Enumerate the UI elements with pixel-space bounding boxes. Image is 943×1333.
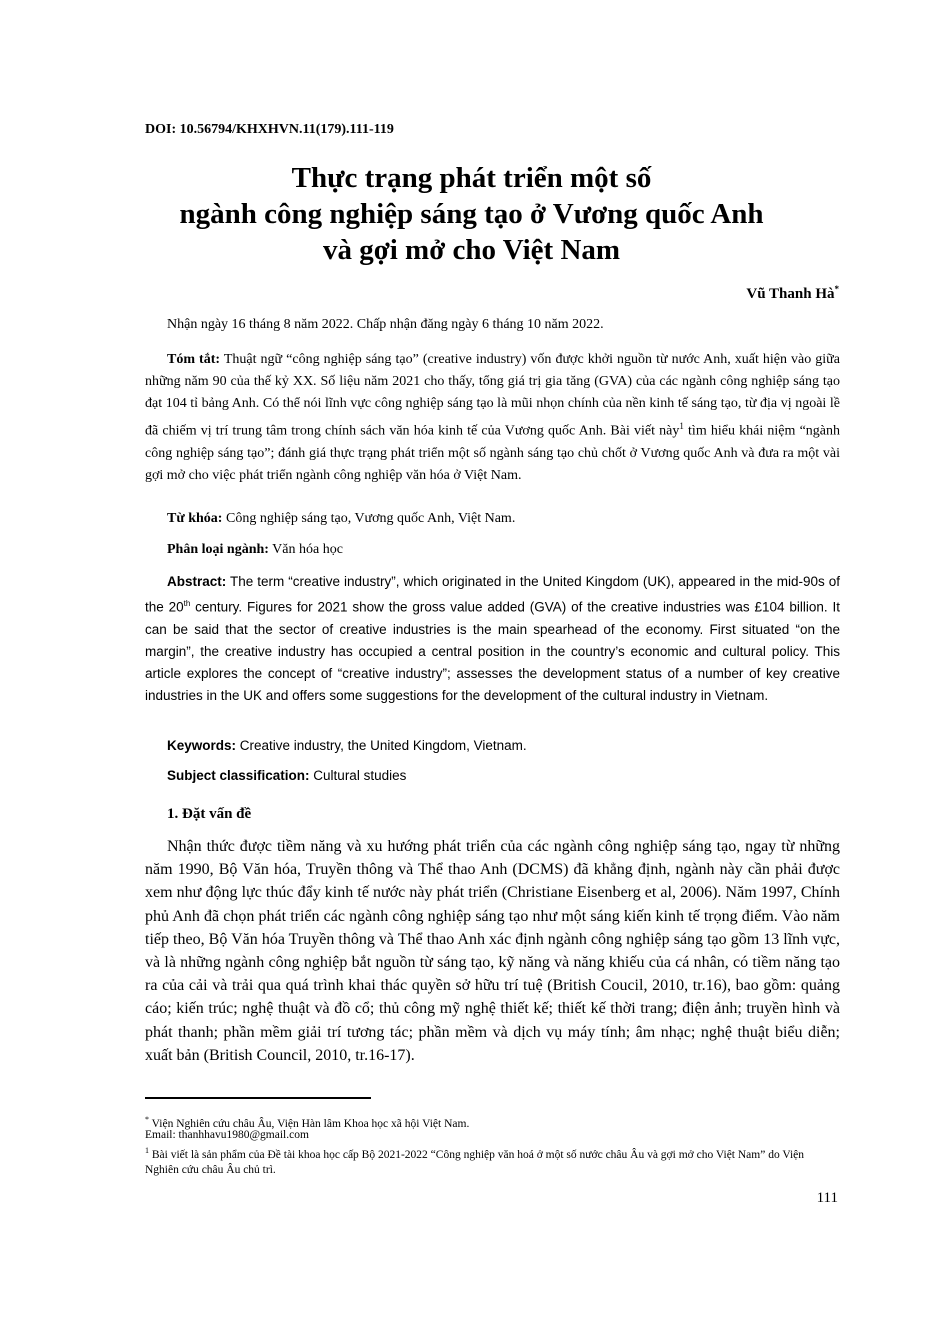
abstract-en [145, 571, 840, 707]
title-line-3: và gợi mở cho Việt Nam [322, 234, 621, 266]
footnote-1-mark: * [145, 1115, 149, 1124]
footnote-2-mark: 1 [145, 1146, 149, 1155]
page-number: 111 [816, 1190, 838, 1206]
classification-en-label: Subject classification: [167, 768, 310, 783]
footnote-1-text: Viện Nghiên cứu châu Âu, Viện Hàn lâm Khoa học xã hội Việt Nam. [149, 1117, 470, 1130]
abstract-en-sup: th [183, 599, 191, 608]
author-footnote-mark: * [834, 284, 839, 294]
abstract-vi-label: Tóm tắt: [167, 352, 221, 367]
classification-vi-text: Văn hóa học [268, 542, 343, 557]
title-line-1: Thực trạng phát triển một số [291, 162, 652, 194]
keywords-en-text: Creative industry, the United Kingdom, Vietnam. [236, 738, 527, 753]
classification-en-text: Cultural studies [309, 768, 407, 783]
abstract-vi-note: 1 [679, 421, 684, 431]
received-dates: Nhận ngày 16 tháng 8 năm 2022. Chấp nhận đăng ngày 6 tháng 10 năm 2022. [167, 317, 604, 332]
footnote-2 [145, 1143, 840, 1178]
abstract-en-text-a: The term “creative industry”, which originated in the United Kingdom (UK), appeared in the mid-90s of the 20 [145, 574, 840, 615]
abstract-vi-text-b: tìm hiểu khái niệm “ngành công nghiệp sáng tạo”; đánh giá thực trạng phát triển một số ngành sáng tạo chủ chốt ở Vương quốc Anh và đưa ra một vài gợi mở cho việc phát triển ngành công nghiệp văn hóa ở Việt Nam. [145, 423, 840, 483]
footnote-email: Email: thanhhavu1980@gmail.com [145, 1129, 309, 1141]
keywords-en-label: Keywords: [167, 738, 237, 753]
abstract-vi-text-a: Thuật ngữ “công nghiệp sáng tạo” (creative industry) vốn được khởi nguồn từ nước Anh, xuất hiện vào giữa những năm 90 của thế kỷ XX. Số liệu năm 2021 cho thấy, tổng giá trị gia tăng (GVA) của các ngành công nghiệp sáng tạo đạt 104 tỉ bảng Anh. Có thể nói lĩnh vực công nghiệp sáng tạo là mũi nhọn chính của nền kinh tế sáng tạo, từ địa vị ngoài lề đã chiếm vị trí trung tâm trong chính sách văn hóa kinh tế của Vương quốc Anh. Bài viết này [145, 352, 840, 439]
keywords-vi [167, 511, 515, 527]
classification-vi-label: Phân loại ngành: [167, 542, 269, 557]
classification-en [167, 768, 406, 783]
author [746, 284, 839, 303]
footnote-divider [145, 1097, 371, 1099]
keywords-vi-label: Từ khóa: [167, 511, 223, 526]
section-heading: 1. Đặt vấn đề [167, 806, 252, 822]
title-line-2: ngành công nghiệp sáng tạo ở Vương quốc Anh [179, 198, 764, 230]
abstract-en-text-b: century. Figures for 2021 show the gross value added (GVA) of the creative industries was £104 billion. It can be said that the sector of creative industries is the main spearhead of the economy. First situated “on the margin”, the creative industry has occupied a central position in the country’s economic and cultural policy. This article explores the concept of “creative industry”; assesses the development status of a number of key creative industries in the UK and offers some suggestions for the development of the cultural industry in Vietnam. [145, 599, 840, 703]
article-title [100, 160, 843, 268]
keywords-en [167, 738, 527, 753]
keywords-vi-text: Công nghiệp sáng tạo, Vương quốc Anh, Việt Nam. [222, 511, 516, 526]
body-paragraph: Nhận thức được tiềm năng và xu hướng phát triển của các ngành công nghiệp sáng tạo, ngay từ những năm 1990, Bộ Văn hóa, Truyền thông và Thể thao Anh (DCMS) đã khẳng định, ngành này cần phải được xem như động lực thúc đẩy kinh tế nước này phát triển (Christiane Eisenberg et al, 2006). Năm 1997, Chính phủ Anh đã chọn phát triển các ngành công nghiệp sáng tạo như một sáng kiến kinh tế trọng điểm. Vào năm tiếp theo, Bộ Văn hóa Truyền thông và Thể thao Anh xác định ngành công nghiệp sáng tạo gồm 13 lĩnh vực, và là những ngành công nghiệp bắt nguồn từ sáng tạo, kỹ năng và năng khiếu của cá nhân, có tiềm năng tạo ra của cải và trải qua quá trình khai thác quyền sở hữu trí tuệ (British Coucil, 2010, tr.16), bao gồm: quảng cáo; kiến trúc; nghệ thuật và đồ cổ; thủ công mỹ nghệ thiết kế; thiết kế thời trang; điện ảnh; truyền hình và phát thanh; phần mềm giải trí tương tác; phần mềm và dịch vụ máy tính; âm nhạc; nghệ thuật biểu diễn; xuất bản (British Council, 2010, tr.16-17). [145, 838, 840, 1064]
footnote-2-text: Bài viết là sản phẩm của Đề tài khoa học cấp Bộ 2021-2022 “Công nghiệp văn hoá ở một số nước châu Âu và gợi mở cho Việt Nam” do Viện Nghiên cứu châu Âu chủ trì. [145, 1148, 805, 1176]
abstract-vi [145, 349, 840, 487]
abstract-en-label: Abstract: [167, 574, 227, 589]
classification-vi [167, 542, 343, 558]
author-name: Vũ Thanh Hà [746, 286, 835, 302]
doi: DOI: 10.56794/KHXHVN.11(179).111-119 [145, 122, 394, 137]
